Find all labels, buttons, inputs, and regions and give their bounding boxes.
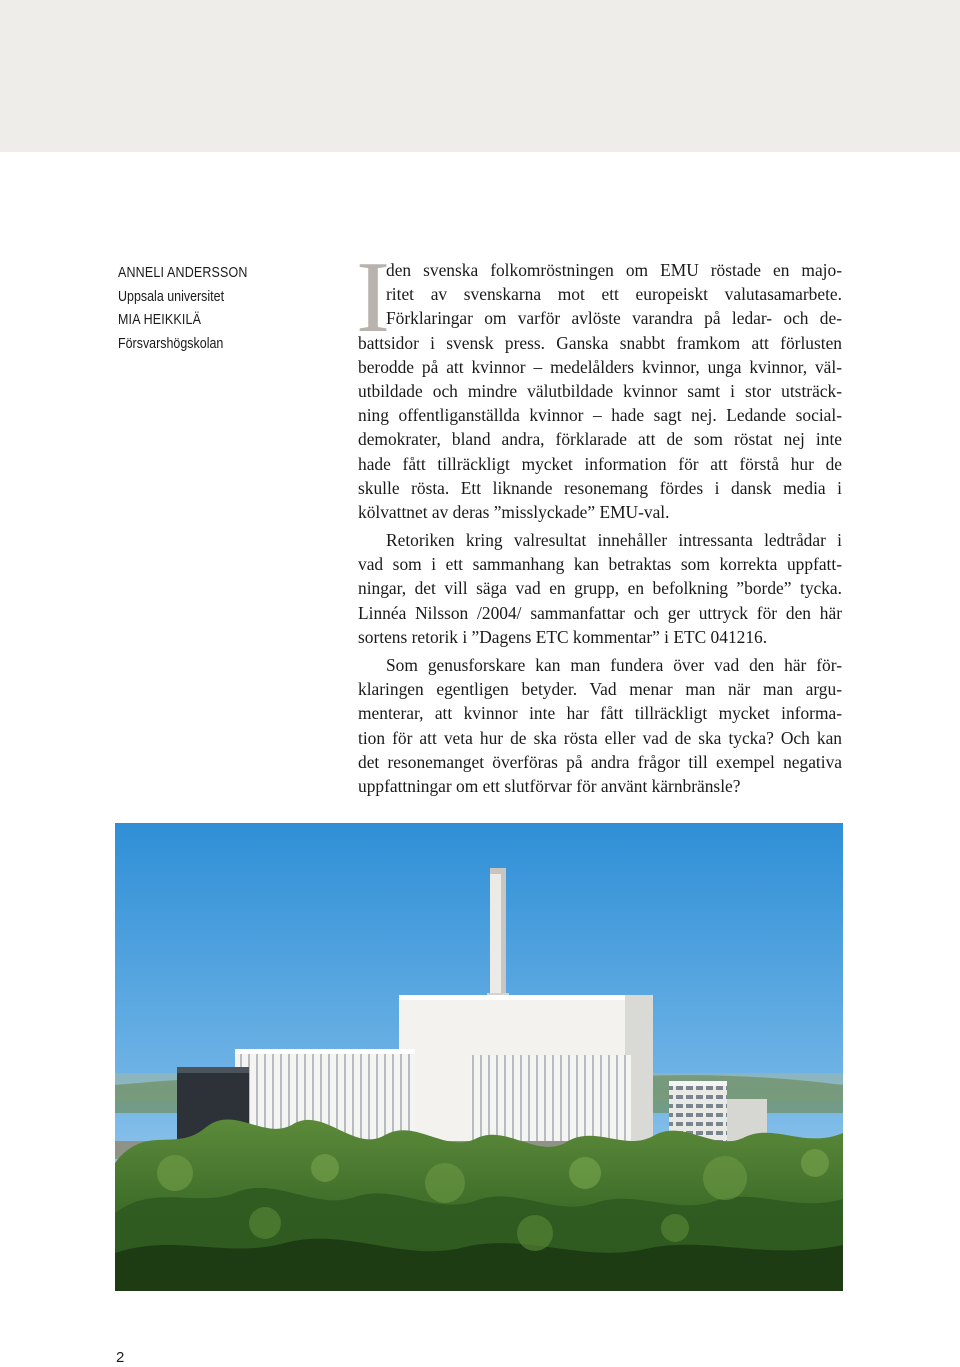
text-line: utbildade och mindre välutbildade kvinnor samt i stor utsträck- — [358, 380, 842, 401]
text-line: berodde på att kvinnor – medelålders kvinnor, unga kvinnor, väl- — [358, 356, 842, 377]
text-line: uppfattningar om ett slutförvar för använt kärnbränsle? — [358, 775, 741, 796]
text-line: Förklaringar om varför avlöste varandra på ledar- och de- — [386, 308, 842, 329]
text-line: klaringen egentligen betyder. Vad menar man när man argu- — [358, 679, 842, 700]
author-block — [118, 262, 299, 356]
paragraph-3 — [358, 653, 842, 798]
author-name: MIA HEIKKILÄ — [118, 312, 202, 328]
text-line: ritet av svenskarna mot ett europeiskt valutasamarbete. — [386, 284, 842, 305]
author-affiliation: Uppsala universitet — [118, 288, 225, 305]
text-line: menterar, att kvinnor inte har fått tillräckligt mycket informa- — [358, 703, 842, 724]
text-line: battsidor i svensk press. Ganska snabbt framkom att förlusten — [358, 332, 842, 353]
text-line: skulle rösta. Ett liknande resonemang fördes i dansk media i — [358, 477, 842, 498]
author-affiliation: Försvarshögskolan — [118, 335, 224, 352]
text-line: det resonemanget överföras på andra frågor till exempel negativa — [358, 751, 842, 772]
text-line: Linnéa Nilsson /2004/ sammanfattar och ger uttryck för den här — [358, 602, 842, 623]
text-line: tion för att veta hur de ska rösta eller vad de ska tycka? Och kan — [358, 727, 842, 748]
text-line: vad som i ett sammanhang kan betraktas som korrekta uppfatt- — [358, 554, 842, 575]
page-header-band — [0, 0, 960, 152]
text-line: sortens retorik i ”Dagens ETC kommentar” i ETC 041216. — [358, 626, 768, 647]
text-line: demokrater, bland andra, förklarade att de som röstat nej inte — [358, 429, 842, 450]
text-line: ningar, det vill säga vad en grupp, en befolkning ”borde” tycka. — [358, 578, 842, 599]
page-number: 2 — [116, 1349, 125, 1366]
nuclear-plant-photo-illustration — [115, 823, 843, 1291]
article-body — [356, 241, 842, 798]
text-line: kölvattnet av deras ”misslyckade” EMU-val. — [358, 501, 670, 522]
text-line: Retoriken kring valresultat innehåller intressanta ledtrådar i — [386, 530, 842, 551]
text-line: hade fått tillräckligt mycket information för att förstå hur de — [358, 453, 842, 474]
paragraph-2 — [358, 528, 842, 649]
text-line: ning offentliganställda kvinnor – hade sagt nej. Ledande social- — [358, 405, 842, 426]
text-line: den svenska folkomröstningen om EMU röstade en majo- — [386, 260, 842, 280]
author-name: ANNELI ANDERSSON — [118, 265, 248, 281]
nuclear-plant-photo — [115, 823, 843, 1291]
paragraph-1 — [356, 241, 842, 524]
text-line: Som genusforskare kan man fundera över vad den här för- — [386, 655, 842, 675]
drop-cap: I — [356, 241, 390, 354]
